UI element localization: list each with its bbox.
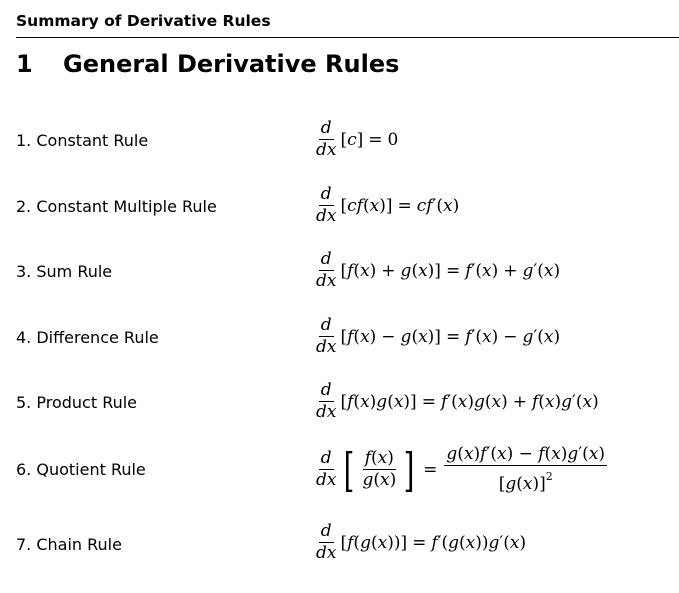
section-title: General Derivative Rules [63, 50, 400, 78]
rule-label-chain: 7. Chain Rule [16, 535, 122, 554]
page-header-title: Summary of Derivative Rules [16, 12, 271, 30]
rule-label-quotient: 6. Quotient Rule [16, 460, 146, 479]
derivative-operator: $\frac{d}{dx}$ [316, 184, 337, 226]
formula-difference: $\frac{d}{dx}$ [f(x) − g(x)] = f′(x) − g′(x) [316, 315, 561, 357]
rule-label-constant-multiple: 2. Constant Multiple Rule [16, 197, 217, 216]
formula-constant: $\frac{d}{dx}$ [c] = 0 [316, 118, 399, 160]
rule-label-constant: 1. Constant Rule [16, 131, 149, 150]
formula-product: $\frac{d}{dx}$ [f(x)g(x)] = f′(x)g(x) + f(x)g′(x) [316, 380, 599, 422]
rule-label-sum: 3. Sum Rule [16, 262, 113, 281]
derivative-operator: $\frac{d}{dx}$ [316, 448, 337, 490]
formula-sum: $\frac{d}{dx}$ [f(x) + g(x)] = f′(x) + g′(x) [316, 249, 561, 291]
formula-constant-multiple: $\frac{d}{dx}$ [cf(x)] = cf′(x) [316, 184, 460, 226]
rule-label-product: 5. Product Rule [16, 393, 138, 412]
formula-quotient: $\frac{d}{dx}$ [ $\frac{f(x)}{g(x)}$ ] = $\frac{g(x)f'(x) - f(x)g'(x)}{[g(x)]^2}$ [316, 442, 606, 497]
derivative-operator: $\frac{d}{dx}$ [316, 521, 337, 563]
formula-chain: $\frac{d}{dx}$ [f(g(x))] = f′(g(x))g′(x) [316, 521, 527, 563]
section-heading [16, 50, 399, 78]
derivative-operator: $\frac{d}{dx}$ [316, 118, 337, 160]
derivative-operator: $\frac{d}{dx}$ [316, 249, 337, 291]
header-divider [16, 37, 679, 38]
section-number: 1 [16, 50, 33, 78]
derivative-operator: $\frac{d}{dx}$ [316, 315, 337, 357]
derivative-operator: $\frac{d}{dx}$ [316, 380, 337, 422]
rule-label-difference: 4. Difference Rule [16, 328, 159, 347]
